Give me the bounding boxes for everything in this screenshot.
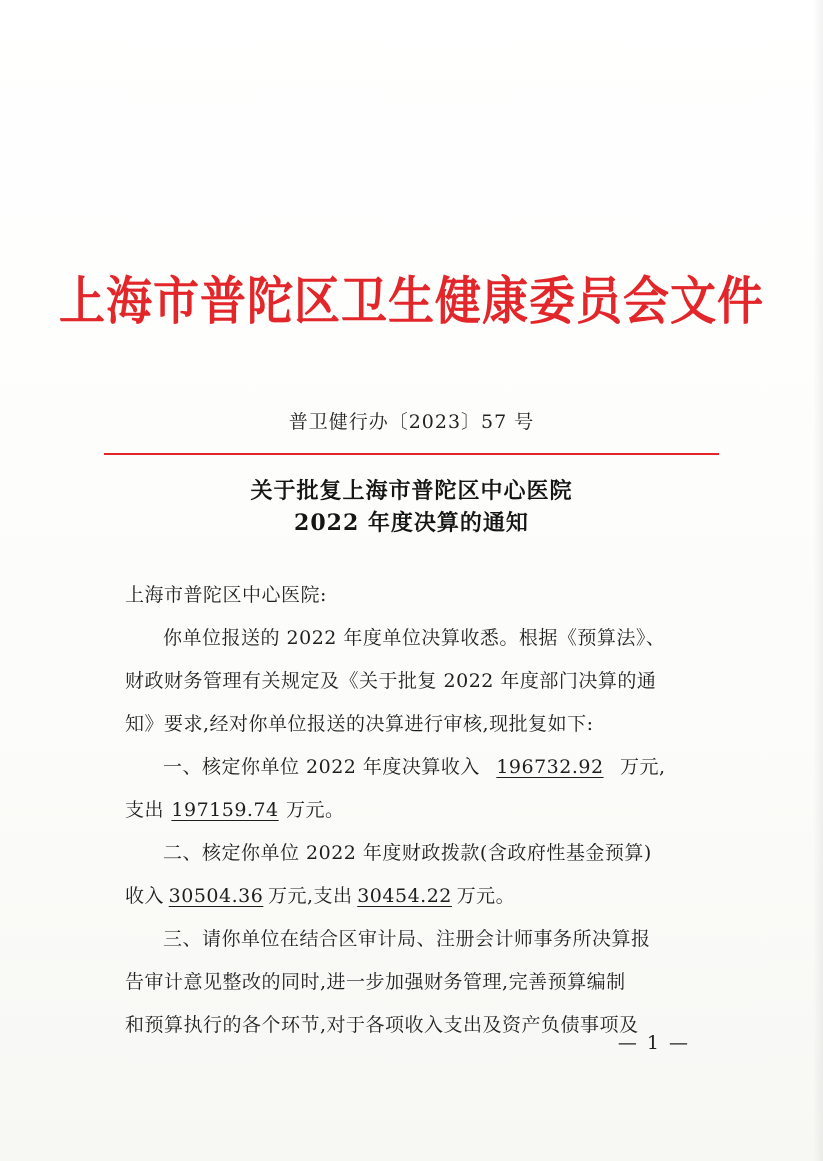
addressee: 上海市普陀区中心医院: (125, 584, 327, 606)
paragraph-4-line-2: 告审计意见整改的同时,进一步加强财务管理,完善预算编制 (125, 971, 626, 993)
red-divider-line (104, 453, 719, 455)
fiscal-income-label: 收入 (125, 885, 165, 907)
income-unit: 万元, (619, 756, 666, 778)
fiscal-income-value: 30504.36 (168, 885, 264, 907)
notice-body (125, 574, 705, 1036)
paragraph-3-line-2 (125, 875, 515, 918)
expense-label: 支出 (125, 799, 165, 821)
fiscal-expense-label: 万元,支出 (268, 885, 353, 907)
paragraph-1-line-2: 财政财务管理有关规定及《关于批复 2022 年度部门决算的通 (125, 670, 657, 692)
fiscal-expense-unit: 万元。 (456, 885, 516, 907)
income-label: 一、核定你单位 2022 年度决算收入 (163, 756, 480, 778)
income-total-value: 196732.92 (496, 756, 604, 778)
scan-edge-shadow (813, 0, 823, 1161)
notice-title-line-1: 关于批复上海市普陀区中心医院 (250, 478, 573, 504)
paragraph-4-line-3: 和预算执行的各个环节,对于各项收入支出及资产负债事项及 (125, 1014, 639, 1036)
fiscal-expense-value: 30454.22 (357, 885, 452, 907)
paragraph-1-line-1: 你单位报送的 2022 年度单位决算收悉。根据《预算法》、 (163, 627, 666, 649)
paragraph-1-line-3: 知》要求,经对你单位报送的决算进行审核,现批复如下: (125, 713, 594, 735)
paragraph-4-line-1: 三、请你单位在结合区审计局、注册会计师事务所决算报 (163, 928, 651, 950)
expense-unit: 万元。 (286, 799, 345, 821)
document-number: 普卫健行办〔2023〕57 号 (288, 411, 535, 433)
expense-total-value: 197159.74 (171, 799, 279, 821)
paragraph-2-line-1 (125, 746, 665, 789)
masthead-title: 上海市普陀区卫生健康委员会文件 (59, 270, 764, 332)
notice-title-line-2: 2022 年度决算的通知 (294, 510, 529, 536)
page-number: — 1 — (617, 1032, 690, 1054)
paragraph-3-line-1: 二、核定你单位 2022 年度财政拨款(含政府性基金预算) (163, 842, 652, 864)
paragraph-2-line-2 (125, 789, 345, 832)
